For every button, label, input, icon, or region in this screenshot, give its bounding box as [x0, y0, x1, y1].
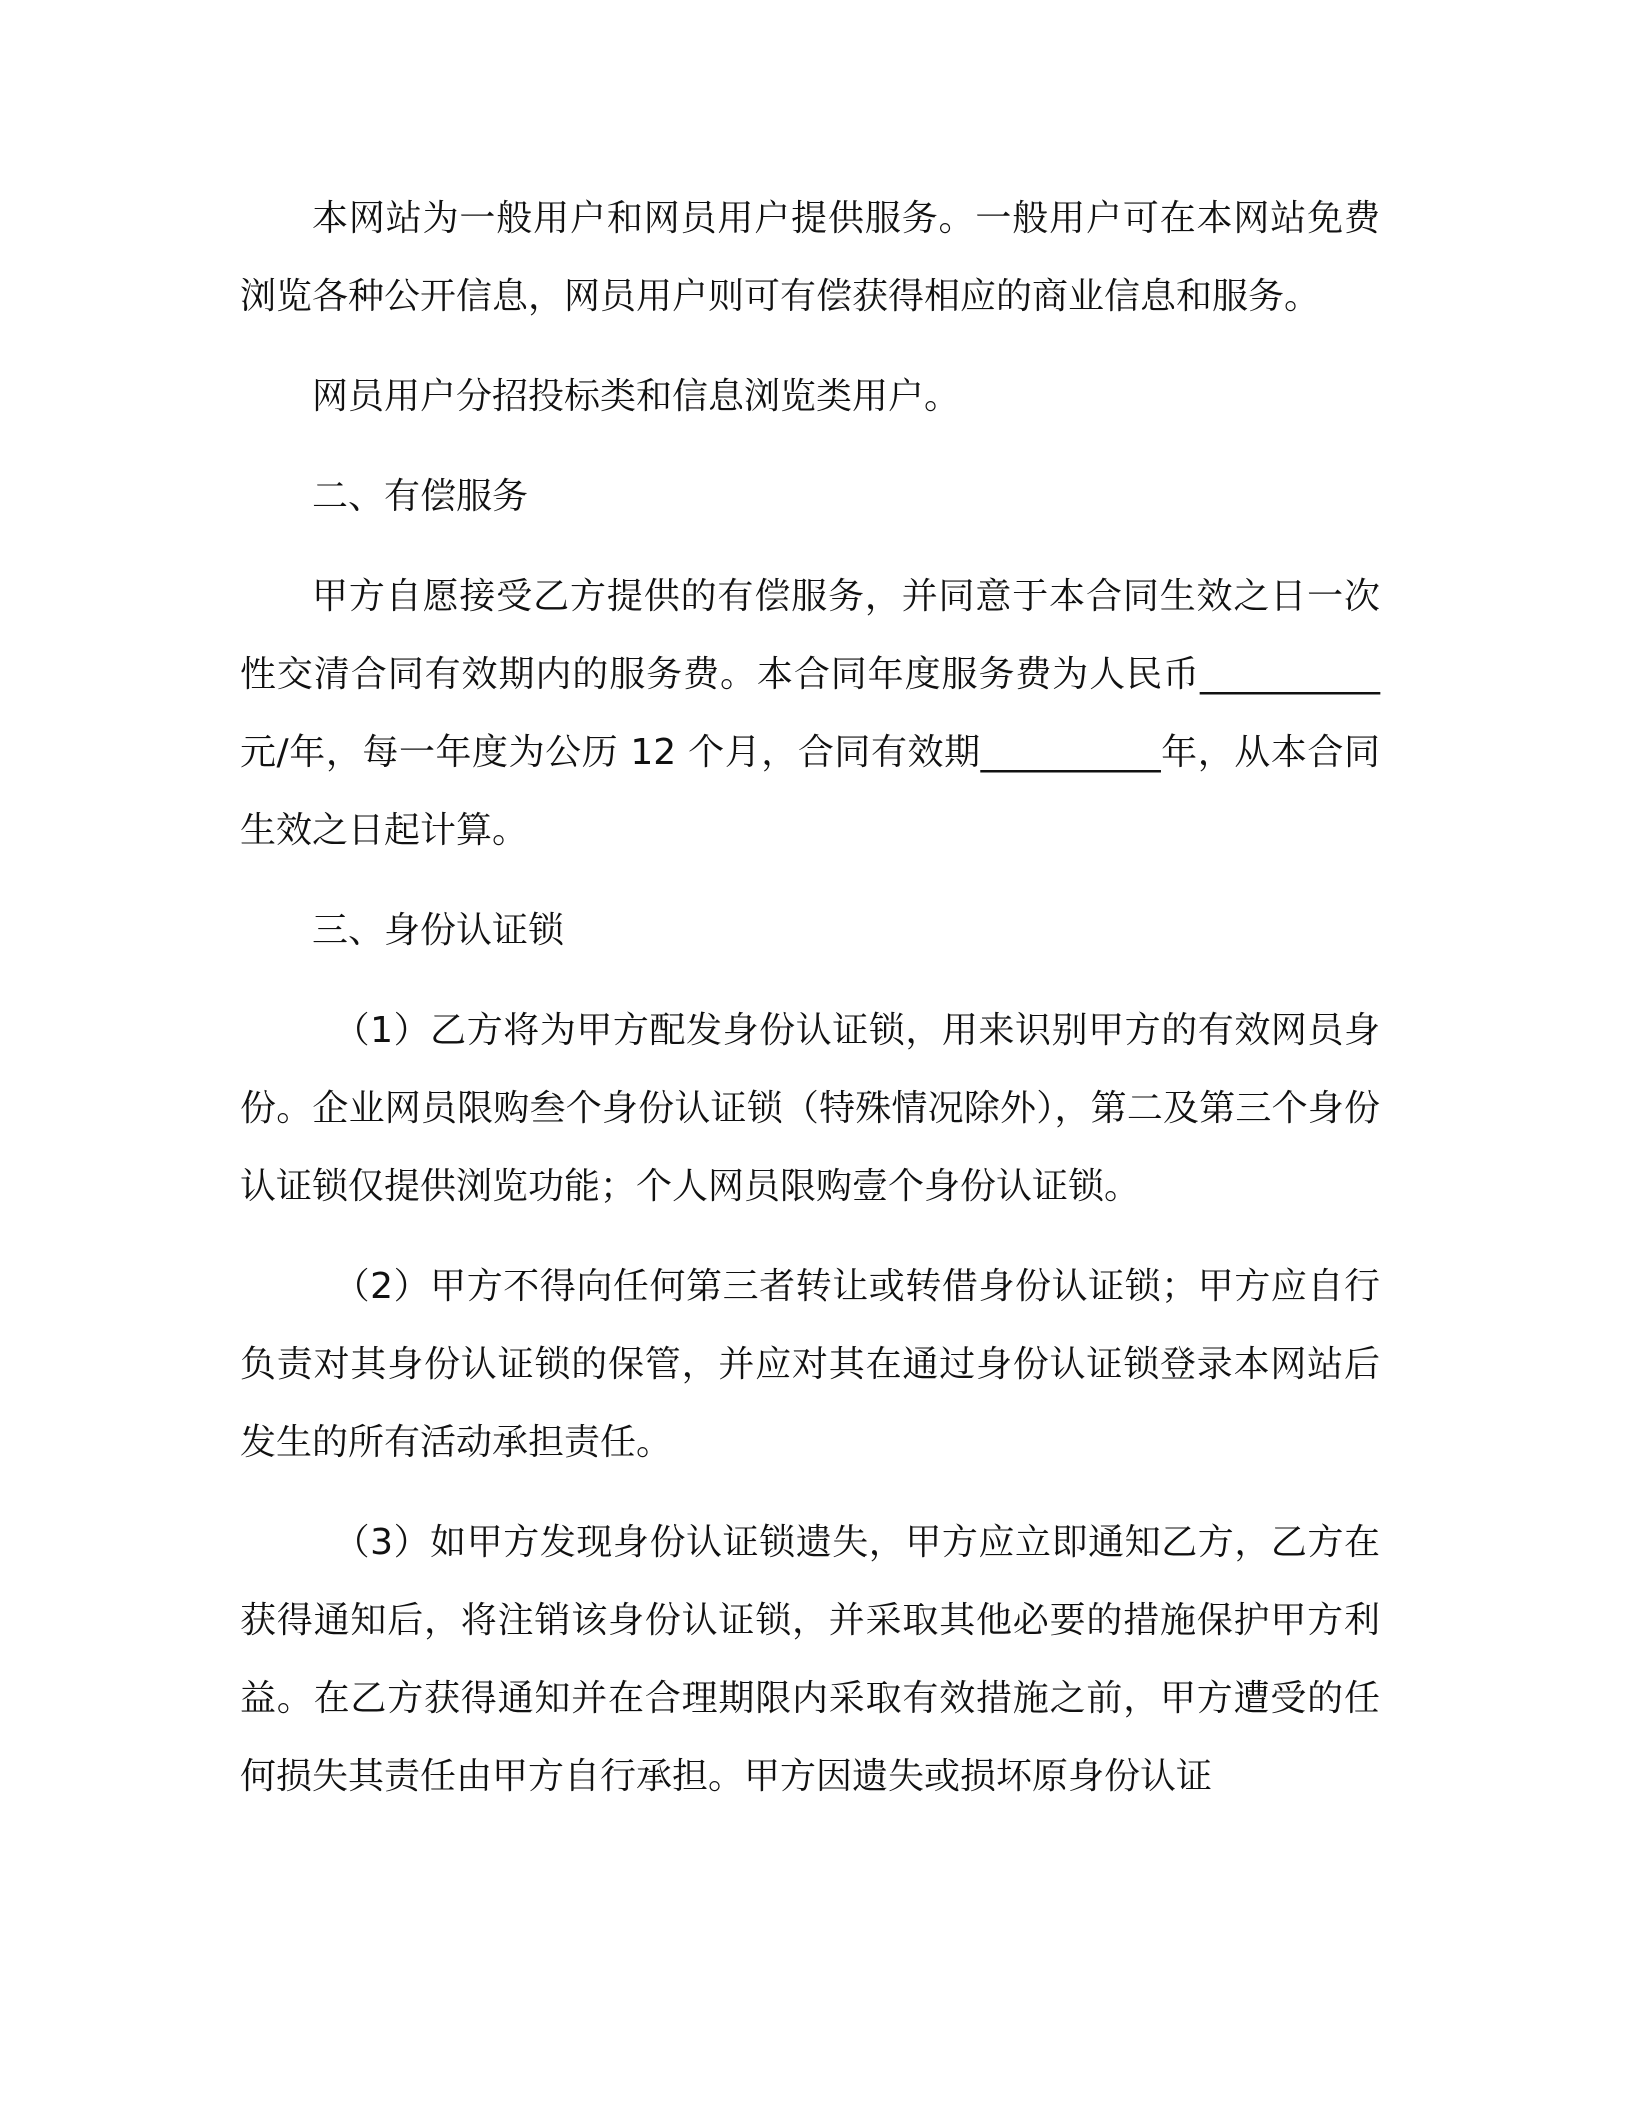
section-heading-auth-lock: 三、身份认证锁 — [312, 910, 565, 951]
paragraph-member-types: 网员用户分招投标类和信息浏览类用户。 — [312, 376, 961, 417]
clause-item-3: （3）如甲方发现身份认证锁遗失，甲方应立即通知乙方，乙方在获得通知后，将注销该身份认证锁，并采取其他必要的措施保护甲方利益。在乙方获得通知并在合理期限内采取有效措施之前，甲方遭受的任何损失其责任由甲方自行承担。甲方因遗失或损坏原身份认证 — [240, 1522, 1380, 1797]
paragraph-service-intro: 本网站为一般用户和网员用户提供服务。一般用户可在本网站免费浏览各种公开信息，网员用户则可有偿获得相应的商业信息和服务。 — [240, 198, 1380, 317]
paragraph-service-fee: 甲方自愿接受乙方提供的有偿服务，并同意于本合同生效之日一次性交清合同有效期内的服务费。本合同年度服务费为人民币__________元/年，每一年度为公历 12 个月，合同有效期__________年，从本合同生效之日起计算。 — [240, 576, 1380, 851]
section-heading-paid-service: 二、有偿服务 — [312, 476, 529, 517]
clause-item-2: （2）甲方不得向任何第三者转让或转借身份认证锁；甲方应自行负责对其身份认证锁的保管，并应对其在通过身份认证锁登录本网站后发生的所有活动承担责任。 — [240, 1266, 1380, 1463]
document-body — [240, 180, 1380, 1838]
clause-item-1: （1）乙方将为甲方配发身份认证锁，用来识别甲方的有效网员身份。企业网员限购叁个身份认证锁（特殊情况除外），第二及第三个身份认证锁仅提供浏览功能；个人网员限购壹个身份认证锁。 — [240, 1010, 1380, 1207]
